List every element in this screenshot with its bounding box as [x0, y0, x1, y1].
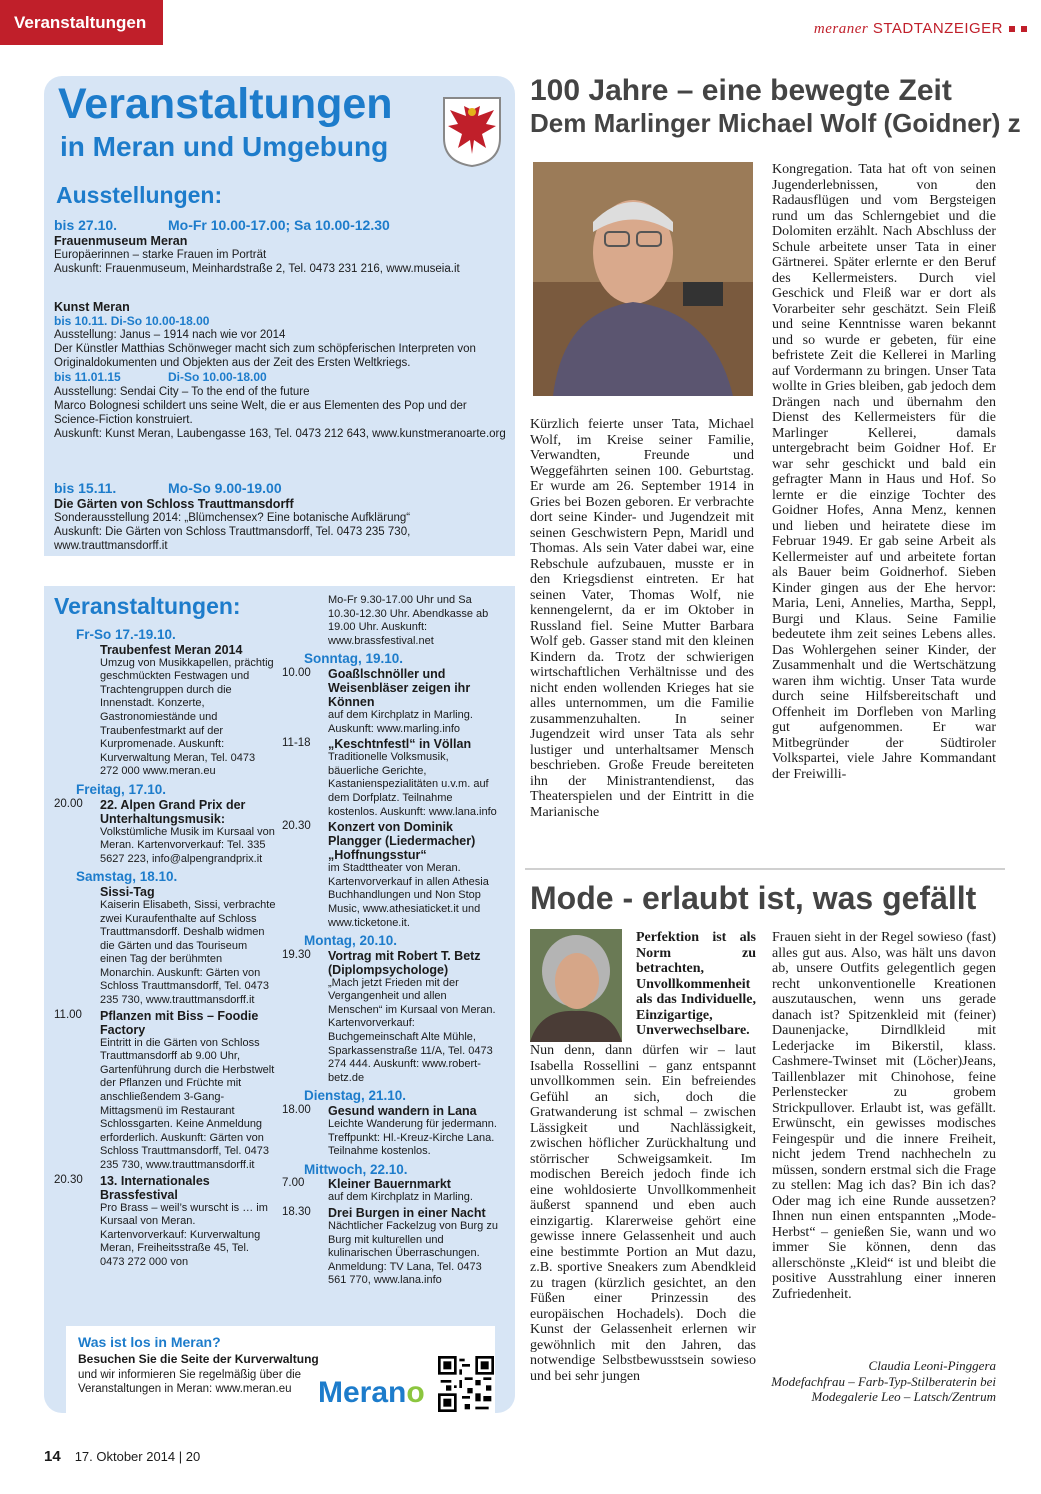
event-item [54, 1174, 276, 1270]
event-title: Drei Burgen in einer Nacht [328, 1206, 486, 1220]
event-title: Goaßlschnöller und Weisenbläser zeigen ihr Können [328, 666, 471, 709]
article1-column-a: Kürzlich feierte unser Tata, Michael Wolf, im Kreise seiner Familie, Verwandten, Freunde und Weggefährten seinen 100. Geburtstag. Er wurde am 26. September 1914 in Gries bei Bozen geboren. Er verbrachte dort seine Kinder- und Jugendzeit mit seinen Geschwistern Pepn, Maridl und Thomas. Als sein Vater dabei war, eine Rebschule aufzubauen, musste er in den Kriegsdienst eintreten. Er hat seinen Vater, Thomas Wolf, nie kennengelernt, da er im Oktober in Russland fiel. Seine Mutter Barbara Wolf geb. Gasser stand mit den kleinen Kindern da. Trotz der schwierigen wirtschaftlichen Verhältnisse und des nicht enden wollenden Krieges hat sie alles unternommen, um die Familie zusammenzuhalten. In seiner Jugendzeit wird unser Tata als sehr lustiger und unterhaltsamer Mensch beschrieben. Große Freude bereiteten ihn der Ministrantendienst, das Theaterspielen und der Eintritt in die Marianische [530, 417, 754, 820]
event-description: Kaiserin Elisabeth, Sissi, verbrachte zwei Kuraufenthalte auf Schloss Trauttmansdorff. Deshalb widmen die Gärten und das Touriseum einen Tag der berühmten Monarchin. Auskunft: Gärten von Schloss Trauttmansdorff, Tel. 0473 235 730, www.trauttmansdorff.it [100, 898, 276, 1007]
event-time: 11.00 [54, 1008, 82, 1021]
panel-gap [44, 556, 515, 586]
event-day-heading: Montag, 20.10. [304, 933, 398, 949]
qr-code-icon[interactable] [438, 1356, 494, 1412]
event-day-heading: Samstag, 18.10. [76, 869, 178, 885]
tyrol-eagle-crest-icon [442, 96, 502, 168]
event-item [282, 667, 500, 736]
section-tab: Veranstaltungen [0, 0, 163, 45]
article2-lead: Perfektion ist als Norm zu betrachten, Unvollkommenheit als das Individuelle, Einzigartige, Unverwechselbare. [636, 930, 756, 1038]
exhibition-trauttmansdorff: bis 15.11. Mo-So 9.00-19.00 Die Gärten von Schloss Trauttmansdorff Sonderausstellung 2014: „Blümchensex? Eine botanische Aufklärung“ Auskunft: Die Gärten von Schloss Trauttmansdorff, Tel. 0473 235 730, www.trauttmansdorff.it [54, 480, 411, 552]
event-day-heading: Fr-So 17.-19.10. [76, 627, 176, 642]
event-title: Kleiner Bauernmarkt [328, 1177, 451, 1192]
event-item [282, 737, 500, 819]
author-signature: Claudia Leoni-Pinggera Modefachfrau – Farb-Typ-Stilberaterin bei Modegalerie Leo – Latsch/Zentrum [771, 1358, 996, 1404]
event-title: Konzert von Dominik Plangger (Liedermacher) „Hoffnungsstur“ [328, 820, 476, 863]
exhibition-kunst-meran: Kunst Meran bis 10.11. Di-So 10.00-18.00 Ausstellung: Janus – 1914 nach wie vor 2014 Der Künstler Matthias Schönweger macht sich zum schöpferischen Interpreten von Originaldokumenten und Objekten aus der Zeit des Ersten Weltkriegs. bis 11.01.15 Di-So 10.00-18.00 Ausstellung: Sendai City – To the end of the future Marco Bolognesi schildert uns seine Welt, die er aus Elementen des Pop und der Science-Fiction konstruiert. Auskunft: Kunst Meran, Laubengasse 163, Tel. 0473 212 643, www.kunstmeranoarte.org [54, 300, 506, 440]
portrait-photo-claudia [530, 929, 622, 1042]
page-footer: 14 17. Oktober 2014 | 20 [44, 1448, 201, 1465]
article2-column-a: Nun denn, dann dürfen wir – laut Isabella Rossellini – ganz entspannt unvollkommen sein. Ein befreiendes Gefühl an sich, doch die Gratwanderung ist schmal – zwischen Lässigkeit und Nachlässigkeit, zwischen höflicher Zurückhaltung und störrischer Schweigsamkeit. Im modischen Bereich jedoch finde ich eine wohldosierte Unvollkommenheit äußerst spannend und eben auch einzigartig. Klarerweise gehört eine gewisse innere Gelassenheit und auch eine bestimmte Portion an Mut dazu, z.B. sportive Sneakers zum Abendkleid zu tragen (kürzlich gesichtet, an den Füßen einer Prinzessin des europäischen Hochadels). Doch die Kunst der Gelassenheit erlernen wir gewöhnlich mit den Jahren, das notwendige Selbstbewusstsein sowieso und bei sehr jungen [530, 1043, 756, 1384]
article2-column-b: Frauen sieht in der Regel sowieso (fast) alles gut aus. Also, was hält uns davon ab, unsere Outfits gelegentlich gegen recht unkonventionelle Kreationen auszutauschen, wenn uns gerade danach ist? Spitzenkleid mit (feiner) Daunenjacke, Dirndlkleid mit Lederjacke im Bikerstil, klass. Cashmere-Twinset mit (Löcher)Jeans, Taillenblazer mit Chinohose, feine Perlenstecker zu grobem Strickpullover. Erlaubt ist, was gefällt. Erwünscht, ein gewisses modisches Feingespür und die innere Freiheit, nicht jedem Trend nachhecheln zu müssen, sondern erstmal sich die Frage zu stellen: Mag ich das? Bin ich das? Oder mag ich eine Runde aussetzen? Ihnen nun einen entspannten „Mode-Herbst“ – genießen Sie, wann und wo immer Sie können, denn das allerschönste „Kleid“ ist und bleibt die positive Ausstrahlung einer inneren Zufriedenheit. [772, 930, 996, 1302]
event-title: 13. Internationales Brassfestival [100, 1173, 210, 1202]
event-title: 22. Alpen Grand Prix der Unterhaltungsmusik: [100, 797, 246, 826]
event-time: 20.30 [54, 1173, 83, 1186]
event-item [54, 885, 276, 1008]
event-item [54, 798, 276, 867]
event-time: 18.00 [282, 1104, 311, 1117]
article-divider [525, 868, 1005, 870]
event-description: Umzug von Musikkapellen, prächtig geschmückten Festwagen und Trachtengruppen durch die Innenstadt. Konzerte, Gastronomiestände und Traubenfestmarkt auf der Kurpromenade. Auskunft: Kurverwaltung Meran, Tel. 0473 272 000 www.meran.eu [100, 656, 274, 778]
event-title: „Keschtnfestl“ in Völlan [328, 737, 472, 752]
event-day-heading: Mittwoch, 22.10. [304, 1161, 408, 1177]
event-item [54, 1009, 276, 1173]
event-time: 19.30 [282, 948, 311, 961]
event-description: Traditionelle Volksmusik, bäuerliche Gerichte, Kastanienspezialitäten u.v.m. auf dem Dorfplatz. Teilnahme kostenlos. Auskunft: www.lana.info [328, 751, 497, 818]
event-title: Vortrag mit Robert T. Betz (Diplompsychologe) [328, 948, 481, 977]
article2-title: Mode - erlaubt ist, was gefällt [530, 880, 977, 916]
events-title: Veranstaltungen [58, 80, 393, 128]
brand-logo: meraner STADTANZEIGER [814, 20, 1027, 38]
event-title: Sissi-Tag [100, 884, 155, 899]
article1-column-b: Kongregation. Tata hat oft von seinen Jugenderlebnissen, von den Radausflügen und vom Bergsteigen rund um das Schlerngebiet und die Dolomiten erzählt. Nach Abschluss der Schule arbeitete unser Tata in einer Gärtnerei. Später erlernte er den Beruf des Kellermeisters. Durch viel Geschick und Fleiß war er dort als Vorarbeiter sehr geschätzt. Sein Fleiß und seine Kenntnisse waren bekannt und so wurde er gebeten, für eine befristete Zeit die Kellerei in Marling auf Vordermann zu bringen. Unser Tata wollte in Gries bleiben, gab jedoch dem Drängen nach und übernahm den Dienst des Kellermeisters für die Marlinger Kellerei, damals untergebracht beim Goidner Hof. Er war sehr geschickt und bald ein gefragter Mann in Haus und Hof. So lernte er die einzige Tochter des Goidner Hofes, Anna Menz, kennen und lieben und heiratete diese im Februar 1949. Er gab seine Arbeit als Kellermeister auf und arbeitete fortan als Bauer beim Goidnerhof. Sieben Kinder gingen aus der Ehe hervor: Maria, Leni, Annelies, Martha, Seppl, Burgi und Klaus. Seine Familie bedeutete ihm zeit seines Lebens alles. Das Wohlergehen seiner Kinder, der Zusammenhalt und die Wertschätzung waren ihm wichtig. Unser Tata wurde durch seine Hilfsbereitschaft und Offenheit im Dorfleben von Marling gut aufgenommen. Er war Mitbegründer der Südtiroler Volkspartei, viele Jahre Kommandant der Freiwilli- [772, 162, 996, 782]
event-day-heading: Sonntag, 19.10. [304, 651, 404, 667]
event-day-heading: Dienstag, 21.10. [304, 1088, 407, 1104]
event-item [282, 820, 500, 930]
info-box: Was ist los in Meran? Besuchen Sie die Seite der Kurverwaltung und wir informieren Sie regelmäßig über die Veranstaltungen in Meran: www.meran.eu Merano [66, 1326, 495, 1418]
event-day-heading: Freitag, 17.10. [76, 781, 167, 797]
event-description: auf dem Kirchplatz in Marling. [328, 1191, 473, 1204]
event-item [282, 1206, 500, 1288]
events-column-b: Mo-Fr 9.30-17.00 Uhr und Sa 10.30-12.30 Uhr. Abendkasse ab 19.00 Uhr. Auskunft: www.brassfestival.net Sonntag, 19.10. 10.00 Goaßlschnöller und Weisenbläser zeigen ihr Können auf dem Kirchplatz in Marling. Auskunft: www.marling.info 11-18 „Keschtnfestl“ in Völlan Traditionelle Volksmusik, bäuerliche Gerichte, Kastanienspezialitäten u.v.m. auf dem Dorfplatz. Teilnahme kostenlos. Auskunft: www.lana.info 20.30 Konzert von Dominik Plangger (Liedermacher) „Hoffnungsstur“ im Stadttheater von Meran. Kartenvorverkauf in allen Athesia Buchhandlungen und Non Stop Music, www.athesiaticket.it und www.ticketone.it. Montag, 20.10. 19.30 Vortrag mit Robert T. Betz (Diplompsychologe) „Mach jetzt Frieden mit der Vergangenheit und allen Menschen“ im Kursaal von Meran. Kartenvorverkauf: Buchgemeinschaft Alte Mühle, Sparkassenstraße 11/A, Tel. 0473 274 444. Auskunft: www.robert-betz.de Dienstag, 21.10. 18.00 Gesund wandern in Lana Leichte Wanderung für jedermann. Treffpunkt: Hl.-Kreuz-Kirche Lana. Teilnahme kostenlos. Mittwoch, 22.10. 7.00 Kleiner Bauernmarkt auf dem Kirchplatz in Marling. 18.30 Drei Burgen in einer Nacht Nächtlicher Fackelzug von Burg zu Burg mit kulturellen und kulinarischen Überraschungen. Anmeldung: TV Lana, Tel. 0473 561 770, www.lana.info [282, 594, 500, 1288]
event-description: „Mach jetzt Frieden mit der Vergangenheit und allen Menschen“ im Kursaal von Meran. Kartenvorverkauf: Buchgemeinschaft Alte Mühle, Sparkassenstraße 11/A, Tel. 0473 274 444. Auskunft: www.robert-betz.de [328, 976, 496, 1084]
ausstellungen-heading: Ausstellungen: [56, 182, 223, 208]
article1-subtitle: Dem Marlinger Michael Wolf (Goidner) z [530, 108, 1021, 138]
events-subtitle: in Meran und Umgebung [60, 131, 389, 162]
event-item [282, 1177, 500, 1205]
event-time: 11-18 [282, 737, 311, 750]
event-time: 18.30 [282, 1206, 311, 1218]
exhibition-frauenmuseum: bis 27.10. Mo-Fr 10.00-17.00; Sa 10.00-12.30 Frauenmuseum Meran Europäerinnen – starke Frauen im Porträt Auskunft: Frauenmuseum, Meinhardstraße 2, Tel. 0473 231 216, www.museia.it [54, 217, 460, 275]
event-item [282, 949, 500, 1086]
event-description: Volkstümliche Musik im Kursaal von Meran. Kartenvorverkauf: Tel. 335 5627 223, info@alpengrandprix.it [100, 825, 275, 865]
event-time: 20.00 [54, 797, 83, 810]
event-description: Leichte Wanderung für jedermann. Treffpunkt: Hl.-Kreuz-Kirche Lana. Teilnahme kostenlos. [328, 1118, 497, 1158]
event-description: im Stadttheater von Meran. Kartenvorverkauf in allen Athesia Buchhandlungen und Non Stop Music, www.athesiaticket.it und www.ticketone.it. [328, 862, 489, 929]
portrait-photo-michael-wolf [533, 162, 753, 396]
event-description: auf dem Kirchplatz in Marling. Auskunft: www.marling.info [328, 708, 473, 735]
event-time: 20.30 [282, 820, 311, 833]
event-description: Nächtlicher Fackelzug von Burg zu Burg mit kulturellen und kulinarischen Überraschungen. Anmeldung: TV Lana, Tel. 0473 561 770, www.lana.info [328, 1220, 498, 1287]
event-description: Eintritt in die Gärten von Schloss Trauttmansdorff ab 9.00 Uhr, Gartenführung durch die Herbstwelt der Pflanzen und Früchte mit anschließendem 3-Gang-Mittagsmenü im Restaurant Schlossgarten. Keine Anmeldung erforderlich. Auskunft: Gärten von Schloss Trauttmansdorff, Tel. 0473 235 730, www.trauttmansdorff.it [100, 1036, 275, 1171]
event-title: Pflanzen mit Biss – Foodie Factory [100, 1008, 259, 1037]
event-time: 7.00 [282, 1177, 305, 1190]
article1-title: 100 Jahre – eine bewegte Zeit [530, 74, 952, 107]
event-item [282, 1104, 500, 1159]
veranstaltungen-heading: Veranstaltungen: [54, 593, 241, 619]
event-description: Pro Brass – weil’s wurscht is … im Kursaal von Meran. Kartenvorverkauf: Kurverwaltung Meran, Freiheitsstraße 45, Tel. 0473 272 000 von [100, 1201, 268, 1268]
event-item [54, 643, 276, 779]
event-title: Gesund wandern in Lana [328, 1104, 477, 1119]
events-column-a [54, 624, 276, 1270]
event-time: 10.00 [282, 666, 311, 679]
merano-logo: Merano [318, 1376, 425, 1409]
event-title: Traubenfest Meran 2014 [100, 642, 243, 657]
